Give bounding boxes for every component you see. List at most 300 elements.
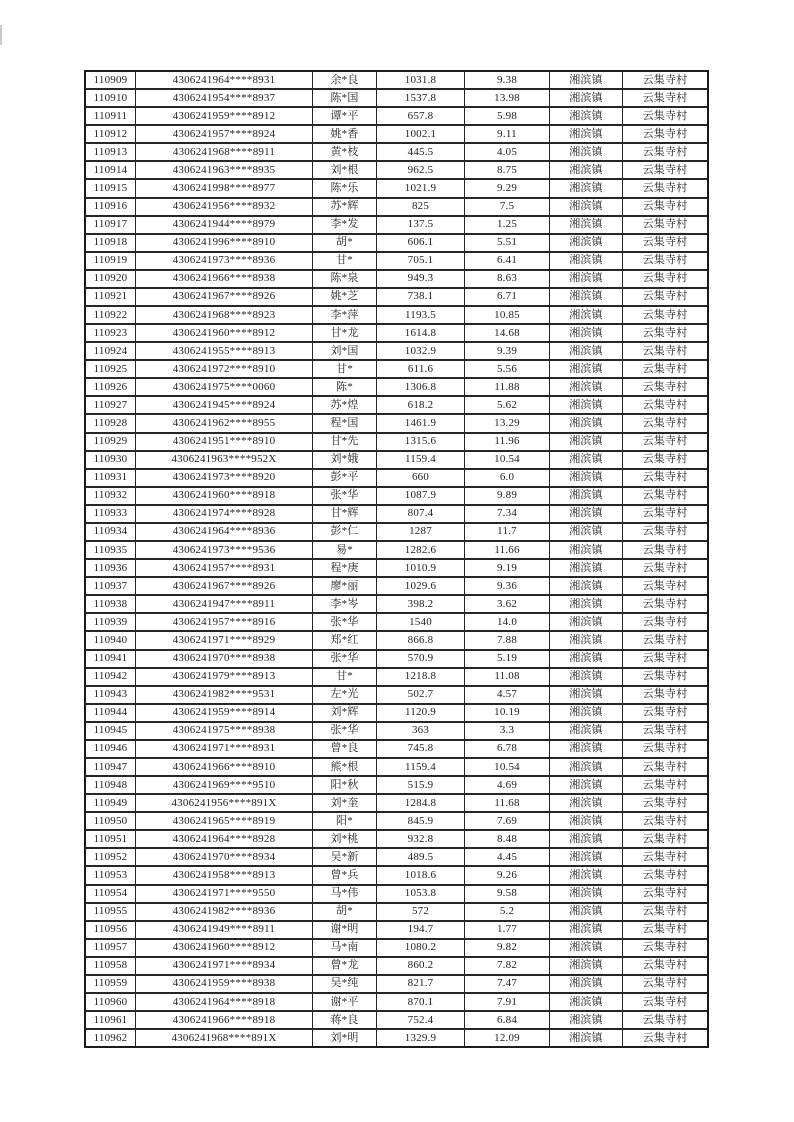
cell-serial: 110918	[86, 235, 136, 251]
cell-ratio: 4.69	[465, 777, 550, 793]
table-row	[86, 452, 707, 470]
cell-village: 云集寺村	[642, 218, 688, 231]
table-row	[86, 199, 707, 217]
table-row	[86, 651, 707, 669]
table-row	[86, 886, 707, 904]
cell-amount: 1306.8	[377, 379, 465, 395]
cell-name: 谢*明	[313, 922, 377, 938]
table-row	[86, 542, 707, 560]
cell-town: 湘滨镇	[550, 524, 623, 540]
cell-id-number: 4306241959****8938	[136, 976, 313, 992]
cell-id-number: 4306241968****8911	[136, 144, 313, 160]
cell-town: 湘滨镇	[550, 560, 623, 576]
cell-village: 云集寺村	[642, 73, 688, 86]
cell-id-number: 4306241956****8932	[136, 199, 313, 215]
cell-serial: 110960	[86, 994, 136, 1010]
cell-amount: 502.7	[377, 687, 465, 703]
cell-amount: 1284.8	[377, 795, 465, 811]
table-row	[86, 108, 707, 126]
cell-town: 湘滨镇	[550, 235, 623, 251]
cell-id-number: 4306241968****891X	[136, 1030, 313, 1046]
cell-amount: 1080.2	[377, 940, 465, 956]
cell-name: 刘*桃	[313, 831, 377, 847]
cell-name: 谢*平	[313, 994, 377, 1010]
cell-name: 甘*	[313, 253, 377, 269]
cell-amount: 1010.9	[377, 560, 465, 576]
cell-serial: 110941	[86, 651, 136, 667]
table-row	[86, 397, 707, 415]
cell-ratio: 11.66	[465, 542, 550, 558]
cell-name: 曾*兵	[313, 867, 377, 883]
table-row	[86, 235, 707, 253]
cell-village: 云集寺村	[642, 236, 688, 249]
cell-village: 云集寺村	[642, 200, 688, 213]
table-row	[86, 253, 707, 271]
cell-id-number: 4306241963****952X	[136, 452, 313, 468]
table-row	[86, 831, 707, 849]
cell-amount: 1002.1	[377, 126, 465, 142]
cell-id-number: 4306241970****8934	[136, 849, 313, 865]
cell-town: 湘滨镇	[550, 976, 623, 992]
cell-village: 云集寺村	[642, 489, 688, 502]
cell-id-number: 4306241958****8913	[136, 867, 313, 883]
cell-ratio: 6.0	[465, 470, 550, 486]
cell-serial: 110948	[86, 777, 136, 793]
cell-amount: 1018.6	[377, 867, 465, 883]
cell-amount: 738.1	[377, 289, 465, 305]
cell-amount: 1329.9	[377, 1030, 465, 1046]
cell-town: 湘滨镇	[550, 777, 623, 793]
cell-village: 云集寺村	[642, 417, 688, 430]
cell-town: 湘滨镇	[550, 90, 623, 106]
table-row	[86, 325, 707, 343]
cell-village: 云集寺村	[642, 977, 688, 990]
cell-ratio: 7.91	[465, 994, 550, 1010]
cell-village: 云集寺村	[642, 182, 688, 194]
cell-id-number: 4306241979****8913	[136, 669, 313, 685]
cell-name: 程*庚	[313, 560, 377, 576]
cell-serial: 110957	[86, 940, 136, 956]
cell-ratio: 9.39	[465, 343, 550, 359]
cell-name: 张*华	[313, 651, 377, 667]
cell-town: 湘滨镇	[550, 343, 623, 359]
cell-ratio: 14.68	[465, 325, 550, 341]
cell-town: 湘滨镇	[550, 361, 623, 377]
table-row	[86, 813, 707, 831]
cell-ratio: 5.62	[465, 397, 550, 413]
cell-id-number: 4306241969****9510	[136, 777, 313, 793]
table-row	[86, 162, 707, 180]
table-row	[86, 723, 707, 741]
table-row	[86, 705, 707, 723]
cell-serial: 110933	[86, 506, 136, 522]
cell-village: 云集寺村	[642, 435, 688, 448]
cell-name: 易*	[313, 542, 377, 558]
cell-name: 甘*	[313, 361, 377, 377]
cell-name: 曾*龙	[313, 958, 377, 974]
cell-name: 廖*丽	[313, 578, 377, 594]
cell-serial: 110944	[86, 705, 136, 721]
table-row	[86, 1012, 707, 1030]
cell-ratio: 12.09	[465, 1030, 550, 1046]
cell-name: 张*华	[313, 614, 377, 630]
cell-serial: 110929	[86, 434, 136, 450]
cell-name: 马*伟	[313, 886, 377, 902]
cell-town: 湘滨镇	[550, 144, 623, 160]
cell-id-number: 4306241996****8910	[136, 235, 313, 251]
cell-ratio: 8.48	[465, 831, 550, 847]
cell-amount: 1540	[377, 614, 465, 630]
cell-serial: 110911	[86, 108, 136, 124]
cell-town: 湘滨镇	[550, 922, 623, 938]
cell-ratio: 8.75	[465, 162, 550, 178]
cell-serial: 110914	[86, 162, 136, 178]
cell-ratio: 7.47	[465, 976, 550, 992]
cell-id-number: 4306241957****8931	[136, 560, 313, 576]
cell-amount: 807.4	[377, 506, 465, 522]
cell-village: 云集寺村	[642, 742, 688, 755]
cell-village: 云集寺村	[642, 453, 688, 466]
cell-town: 湘滨镇	[550, 867, 623, 883]
cell-amount: 825	[377, 199, 465, 215]
cell-serial: 110949	[86, 795, 136, 811]
cell-village: 云集寺村	[642, 163, 688, 176]
cell-serial: 110940	[86, 632, 136, 648]
cell-village: 云集寺村	[642, 1013, 688, 1026]
cell-id-number: 4306241982****8936	[136, 904, 313, 920]
cell-name: 陈*乐	[313, 180, 377, 196]
cell-id-number: 4306241966****8938	[136, 271, 313, 287]
cell-serial: 110955	[86, 904, 136, 920]
table-row	[86, 560, 707, 578]
cell-village: 云集寺村	[642, 471, 688, 484]
cell-village: 云集寺村	[642, 561, 688, 574]
cell-ratio: 9.38	[465, 72, 550, 88]
cell-name: 刘*明	[313, 1030, 377, 1046]
cell-name: 刘*娥	[313, 452, 377, 468]
cell-ratio: 11.68	[465, 795, 550, 811]
cell-village: 云集寺村	[642, 905, 688, 918]
cell-village: 云集寺村	[642, 959, 688, 972]
cell-village: 云集寺村	[642, 850, 688, 863]
cell-id-number: 4306241970****8938	[136, 651, 313, 667]
cell-ratio: 3.62	[465, 596, 550, 612]
cell-village: 云集寺村	[642, 525, 688, 538]
cell-id-number: 4306241971****8931	[136, 741, 313, 757]
cell-village: 云集寺村	[642, 380, 688, 393]
cell-serial: 110922	[86, 307, 136, 323]
cell-amount: 445.5	[377, 144, 465, 160]
cell-village: 云集寺村	[642, 778, 688, 791]
cell-ratio: 3.3	[465, 723, 550, 739]
cell-amount: 515.9	[377, 777, 465, 793]
table-row	[86, 524, 707, 542]
cell-name: 胡*	[313, 235, 377, 251]
cell-ratio: 6.71	[465, 289, 550, 305]
cell-village: 云集寺村	[642, 633, 688, 646]
record-table	[84, 70, 709, 1048]
cell-amount: 1315.6	[377, 434, 465, 450]
cell-amount: 570.9	[377, 651, 465, 667]
cell-ratio: 9.19	[465, 560, 550, 576]
cell-village: 云集寺村	[642, 796, 688, 809]
cell-serial: 110913	[86, 144, 136, 160]
table-row	[86, 741, 707, 759]
cell-ratio: 10.54	[465, 759, 550, 775]
cell-ratio: 7.69	[465, 813, 550, 829]
cell-amount: 870.1	[377, 994, 465, 1010]
cell-serial: 110923	[86, 325, 136, 341]
cell-id-number: 4306241949****8911	[136, 922, 313, 938]
cell-serial: 110930	[86, 452, 136, 468]
cell-village: 云集寺村	[642, 923, 688, 936]
cell-amount: 1537.8	[377, 90, 465, 106]
cell-serial: 110962	[86, 1030, 136, 1046]
cell-village: 云集寺村	[642, 326, 688, 339]
cell-serial: 110919	[86, 253, 136, 269]
cell-town: 湘滨镇	[550, 397, 623, 413]
cell-town: 湘滨镇	[550, 253, 623, 269]
table-row	[86, 343, 707, 361]
cell-village: 云集寺村	[642, 941, 688, 954]
table-row	[86, 578, 707, 596]
cell-id-number: 4306241959****8914	[136, 705, 313, 721]
cell-name: 李*发	[313, 217, 377, 233]
cell-ratio: 9.36	[465, 578, 550, 594]
cell-amount: 618.2	[377, 397, 465, 413]
cell-town: 湘滨镇	[550, 578, 623, 594]
cell-village: 云集寺村	[642, 814, 688, 827]
cell-town: 湘滨镇	[550, 687, 623, 703]
cell-serial: 110924	[86, 343, 136, 359]
cell-town: 湘滨镇	[550, 795, 623, 811]
cell-town: 湘滨镇	[550, 1012, 623, 1028]
cell-ratio: 1.77	[465, 922, 550, 938]
cell-name: 刘*根	[313, 162, 377, 178]
cell-ratio: 10.19	[465, 705, 550, 721]
cell-name: 谭*平	[313, 108, 377, 124]
cell-amount: 1053.8	[377, 886, 465, 902]
cell-village: 云集寺村	[642, 344, 688, 357]
cell-amount: 845.9	[377, 813, 465, 829]
cell-ratio: 5.98	[465, 108, 550, 124]
cell-town: 湘滨镇	[550, 886, 623, 902]
cell-name: 姚*芝	[313, 289, 377, 305]
cell-serial: 110946	[86, 741, 136, 757]
cell-id-number: 4306241971****8934	[136, 958, 313, 974]
cell-village: 云集寺村	[642, 308, 688, 321]
cell-ratio: 11.08	[465, 669, 550, 685]
cell-id-number: 4306241960****8918	[136, 488, 313, 504]
cell-id-number: 4306241967****8926	[136, 578, 313, 594]
cell-village: 云集寺村	[642, 670, 688, 683]
cell-amount: 1159.4	[377, 759, 465, 775]
cell-amount: 1193.5	[377, 307, 465, 323]
table-row	[86, 180, 707, 198]
cell-village: 云集寺村	[642, 579, 688, 592]
cell-name: 刘*国	[313, 343, 377, 359]
table-row	[86, 976, 707, 994]
cell-name: 甘*辉	[313, 506, 377, 522]
cell-id-number: 4306241974****8928	[136, 506, 313, 522]
table-row	[86, 307, 707, 325]
cell-ratio: 9.26	[465, 867, 550, 883]
cell-amount: 821.7	[377, 976, 465, 992]
cell-name: 阳*	[313, 813, 377, 829]
cell-serial: 110917	[86, 217, 136, 233]
cell-town: 湘滨镇	[550, 72, 623, 88]
cell-serial: 110953	[86, 867, 136, 883]
cell-ratio: 13.98	[465, 90, 550, 106]
cell-amount: 745.8	[377, 741, 465, 757]
cell-name: 张*华	[313, 488, 377, 504]
cell-name: 李*萍	[313, 307, 377, 323]
table-row	[86, 940, 707, 958]
cell-id-number: 4306241955****8913	[136, 343, 313, 359]
table-row	[86, 217, 707, 235]
cell-name: 陈*泉	[313, 271, 377, 287]
cell-ratio: 13.29	[465, 415, 550, 431]
cell-id-number: 4306241960****8912	[136, 940, 313, 956]
cell-town: 湘滨镇	[550, 669, 623, 685]
cell-serial: 110912	[86, 126, 136, 142]
cell-id-number: 4306241966****8910	[136, 759, 313, 775]
cell-town: 湘滨镇	[550, 506, 623, 522]
cell-town: 湘滨镇	[550, 379, 623, 395]
cell-name: 阳*秋	[313, 777, 377, 793]
cell-serial: 110920	[86, 271, 136, 287]
cell-name: 曾*良	[313, 741, 377, 757]
cell-amount: 657.8	[377, 108, 465, 124]
cell-town: 湘滨镇	[550, 759, 623, 775]
cell-village: 云集寺村	[642, 362, 688, 375]
cell-serial: 110910	[86, 90, 136, 106]
cell-ratio: 4.45	[465, 849, 550, 865]
cell-name: 苏*辉	[313, 199, 377, 215]
table-row	[86, 415, 707, 433]
cell-serial: 110909	[86, 72, 136, 88]
cell-name: 刘*辉	[313, 705, 377, 721]
cell-town: 湘滨镇	[550, 488, 623, 504]
cell-town: 湘滨镇	[550, 470, 623, 486]
cell-id-number: 4306241963****8935	[136, 162, 313, 178]
cell-serial: 110961	[86, 1012, 136, 1028]
cell-id-number: 4306241966****8918	[136, 1012, 313, 1028]
table-row	[86, 126, 707, 144]
cell-id-number: 4306241959****8912	[136, 108, 313, 124]
cell-name: 甘*先	[313, 434, 377, 450]
cell-name: 李*岑	[313, 596, 377, 612]
cell-name: 陈*	[313, 379, 377, 395]
cell-name: 胡*	[313, 904, 377, 920]
cell-id-number: 4306241982****9531	[136, 687, 313, 703]
table-row	[86, 144, 707, 162]
cell-serial: 110943	[86, 687, 136, 703]
cell-amount: 1032.9	[377, 343, 465, 359]
cell-id-number: 4306241968****8923	[136, 307, 313, 323]
cell-id-number: 4306241956****891X	[136, 795, 313, 811]
cell-id-number: 4306241975****0060	[136, 379, 313, 395]
cell-town: 湘滨镇	[550, 705, 623, 721]
cell-serial: 110947	[86, 759, 136, 775]
cell-id-number: 4306241973****8936	[136, 253, 313, 269]
cell-amount: 489.5	[377, 849, 465, 865]
cell-amount: 1287	[377, 524, 465, 540]
cell-amount: 1282.6	[377, 542, 465, 558]
cell-id-number: 4306241957****8924	[136, 126, 313, 142]
cell-ratio: 4.05	[465, 144, 550, 160]
cell-town: 湘滨镇	[550, 434, 623, 450]
cell-name: 吴*新	[313, 849, 377, 865]
cell-village: 云集寺村	[642, 507, 688, 520]
cell-amount: 606.1	[377, 235, 465, 251]
cell-serial: 110927	[86, 397, 136, 413]
cell-serial: 110916	[86, 199, 136, 215]
cell-town: 湘滨镇	[550, 108, 623, 124]
cell-ratio: 5.2	[465, 904, 550, 920]
table-row	[86, 759, 707, 777]
cell-id-number: 4306241998****8977	[136, 180, 313, 196]
cell-id-number: 4306241947****8911	[136, 596, 313, 612]
cell-id-number: 4306241964****8918	[136, 994, 313, 1010]
table-row	[86, 777, 707, 795]
cell-town: 湘滨镇	[550, 596, 623, 612]
cell-id-number: 4306241972****8910	[136, 361, 313, 377]
cell-village: 云集寺村	[642, 652, 688, 665]
table-row	[86, 506, 707, 524]
cell-village: 云集寺村	[642, 706, 688, 719]
cell-serial: 110932	[86, 488, 136, 504]
cell-town: 湘滨镇	[550, 542, 623, 558]
cell-serial: 110942	[86, 669, 136, 685]
cell-town: 湘滨镇	[550, 180, 623, 196]
table-row	[86, 90, 707, 108]
table-row	[86, 795, 707, 813]
cell-amount: 705.1	[377, 253, 465, 269]
cell-amount: 1218.8	[377, 669, 465, 685]
cell-village: 云集寺村	[642, 272, 688, 285]
table-row	[86, 669, 707, 687]
cell-town: 湘滨镇	[550, 958, 623, 974]
cell-ratio: 7.82	[465, 958, 550, 974]
cell-serial: 110937	[86, 578, 136, 594]
cell-amount: 1159.4	[377, 452, 465, 468]
cell-village: 云集寺村	[642, 145, 688, 158]
cell-amount: 1120.9	[377, 705, 465, 721]
table-row	[86, 867, 707, 885]
table-row	[86, 904, 707, 922]
cell-town: 湘滨镇	[550, 1030, 623, 1046]
cell-town: 湘滨镇	[550, 741, 623, 757]
cell-amount: 949.3	[377, 271, 465, 287]
cell-town: 湘滨镇	[550, 199, 623, 215]
cell-ratio: 10.85	[465, 307, 550, 323]
cell-id-number: 4306241964****8936	[136, 524, 313, 540]
cell-village: 云集寺村	[642, 109, 688, 122]
cell-amount: 363	[377, 723, 465, 739]
cell-name: 张*华	[313, 723, 377, 739]
cell-amount: 932.8	[377, 831, 465, 847]
cell-town: 湘滨镇	[550, 651, 623, 667]
cell-amount: 572	[377, 904, 465, 920]
table-row	[86, 614, 707, 632]
cell-serial: 110931	[86, 470, 136, 486]
cell-id-number: 4306241967****8926	[136, 289, 313, 305]
cell-ratio: 11.88	[465, 379, 550, 395]
cell-name: 余*良	[313, 72, 377, 88]
cell-ratio: 5.56	[465, 361, 550, 377]
cell-serial: 110925	[86, 361, 136, 377]
